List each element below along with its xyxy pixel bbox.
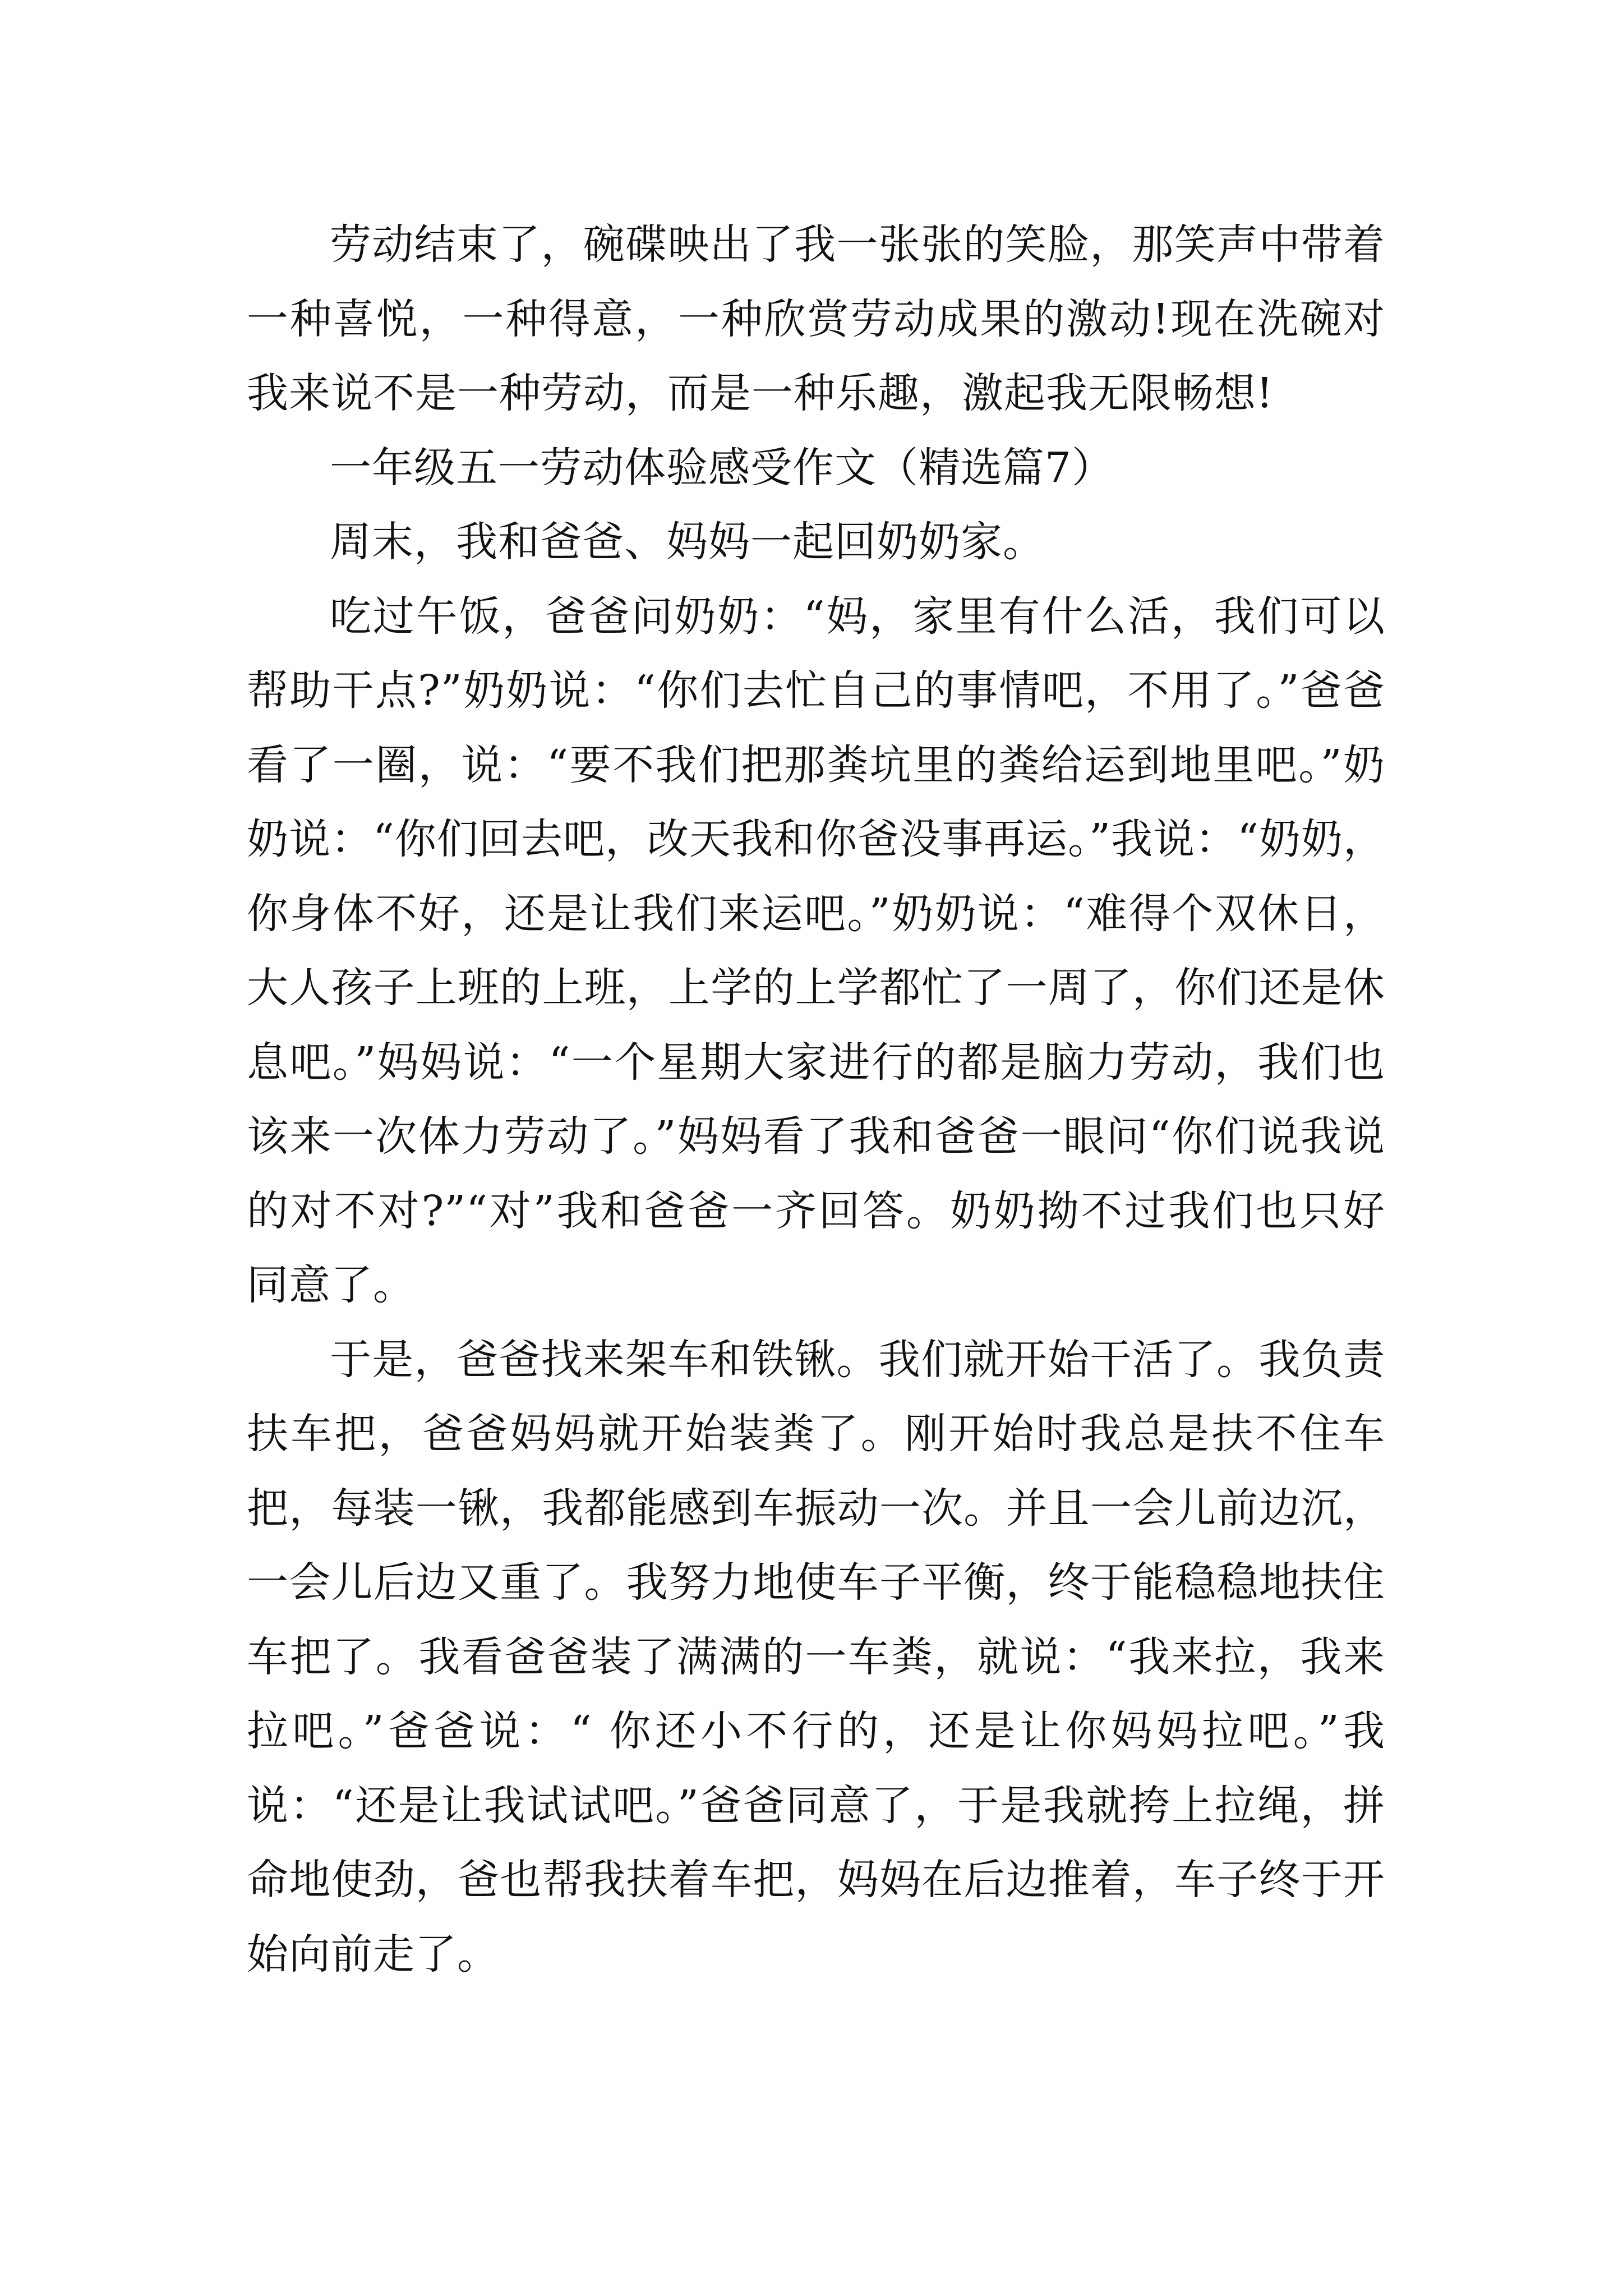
paragraph-ending-dishwashing: 劳动结束了，碗碟映出了我一张张的笑脸，那笑声中带着一种喜悦，一种得意，一种欣赏劳动成果的激动!现在洗碗对我来说不是一种劳动，而是一种乐趣，激起我无限畅想!: [247, 220, 1385, 417]
section-heading: 一年级五一劳动体验感受作文（精选篇7）: [330, 443, 1114, 492]
article-body: [247, 208, 1385, 1991]
paragraph-weekend-intro: 周末，我和爸爸、妈妈一起回奶奶家。: [330, 518, 1045, 566]
paragraph-dialogue: 吃过午饭，爸爸问奶奶：“妈，家里有什么活，我们可以帮助干点?”奶奶说：“你们去忙自己的事情吧，不用了。”爸爸看了一圈，说：“要不我们把那粪坑里的粪给运到地里吧。”奶奶说：“你们回去吧，改天我和你爸没事再运。”我说：“奶奶，你身体不好，还是让我们来运吧。”奶奶说：“难得个双休日，大人孩子上班的上班，上学的上学都忙了一周了，你们还是休息吧。”妈妈说：“一个星期大家进行的都是脑力劳动，我们也该来一次体力劳动了。”妈妈看了我和爸爸一眼问“你们说我说的对不对?”“对”我和爸爸一齐回答。奶奶拗不过我们也只好同意了。: [247, 592, 1385, 1309]
paragraph-work: 于是，爸爸找来架车和铁锹。我们就开始干活了。我负责扶车把，爸爸妈妈就开始装粪了。刚开始时我总是扶不住车把，每装一锹，我都能感到车振动一次。并且一会儿前边沉，一会儿后边又重了。我努力地使车子平衡，终于能稳稳地扶住车把了。我看爸爸装了满满的一车粪，就说：“我来拉，我来拉吧。”爸爸说：“ 你还小不行的，还是让你妈妈拉吧。”我说：“还是让我试试吧。”爸爸同意了，于是我就挎上拉绳，拼命地使劲，爸也帮我扶着车把，妈妈在后边推着，车子终于开始向前走了。: [247, 1335, 1385, 1978]
